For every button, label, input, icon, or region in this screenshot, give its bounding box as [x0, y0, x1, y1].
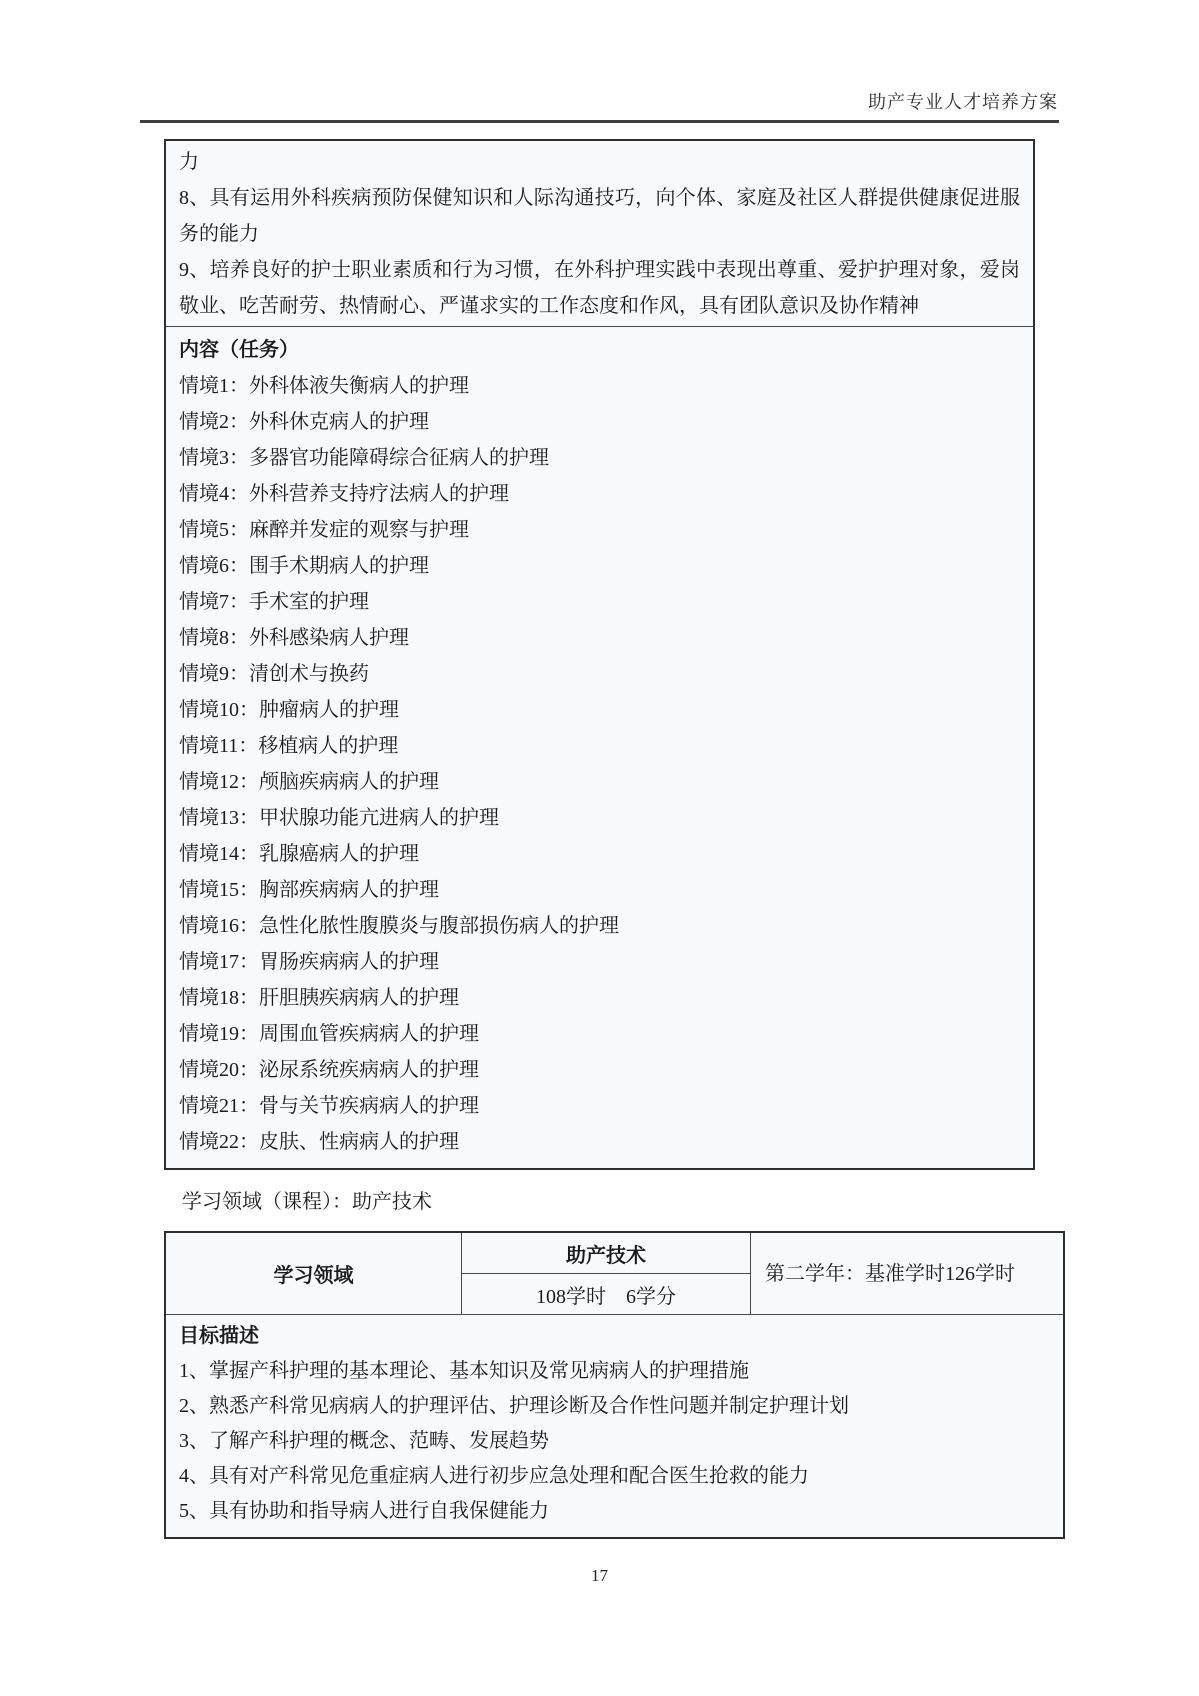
goal-item: 3、了解产科护理的概念、范畴、发展趋势 — [179, 1430, 549, 1452]
page-number: 17 — [591, 1566, 608, 1585]
course-section-label: 学习领域（课程）：助产技术 — [182, 1191, 432, 1213]
course-header-row — [165, 1232, 1064, 1274]
scenario-item: 情境19：周围血管疾病病人的护理 — [179, 1023, 479, 1045]
midwifery-course-table — [164, 1231, 1065, 1539]
scenario-item: 情境8：外科感染病人护理 — [179, 627, 409, 649]
goal-item: 4、具有对产科常见危重症病人进行初步应急处理和配合医生抢救的能力 — [179, 1465, 809, 1487]
scenario-item: 情境20：泌尿系统疾病病人的护理 — [179, 1059, 479, 1081]
goal-item: 1、掌握产科护理的基本理论、基本知识及常见病病人的护理措施 — [179, 1360, 749, 1382]
capability-line: 8、具有运用外科疾病预防保健知识和人际沟通技巧，向个体、家庭及社区人群提供健康促进服务的能力 — [179, 187, 1020, 245]
learning-domain-label-cell: 学习领域 — [165, 1232, 462, 1315]
scenario-item: 情境9：清创术与换药 — [179, 663, 369, 685]
capabilities-cell — [165, 140, 1034, 327]
scenario-item: 情境2：外科休克病人的护理 — [179, 411, 429, 433]
scenario-item: 情境12：颅脑疾病病人的护理 — [179, 771, 439, 793]
scenario-item: 情境15：胸部疾病病人的护理 — [179, 879, 439, 901]
scenario-item: 情境1：外科体液失衡病人的护理 — [179, 375, 469, 397]
scenario-item: 情境11：移植病人的护理 — [179, 735, 399, 757]
header-rule — [140, 120, 1059, 123]
capabilities-row — [165, 140, 1034, 327]
scenario-item: 情境4：外科营养支持疗法病人的护理 — [179, 483, 509, 505]
scenario-item: 情境6：围手术期病人的护理 — [179, 555, 429, 577]
content-tasks-cell — [165, 327, 1034, 1170]
scenario-item: 情境5：麻醉并发症的观察与护理 — [179, 519, 469, 541]
content-tasks-header: 内容（任务） — [179, 339, 299, 361]
scenario-item: 情境7：手术室的护理 — [179, 591, 369, 613]
goals-header: 目标描述 — [179, 1325, 259, 1347]
course-hours-cell: 108学时 6学分 — [462, 1274, 751, 1315]
scenario-item: 情境21：骨与关节疾病病人的护理 — [179, 1095, 479, 1117]
scenario-item: 情境18：肝胆胰疾病病人的护理 — [179, 987, 459, 1009]
scenario-item: 情境3：多器官功能障碍综合征病人的护理 — [179, 447, 549, 469]
scenario-item: 情境17：胃肠疾病病人的护理 — [179, 951, 439, 973]
scenario-item: 情境22：皮肤、性病病人的护理 — [179, 1131, 459, 1153]
course-schedule-cell: 第二学年：基准学时126学时 — [751, 1232, 1065, 1315]
scenario-item: 情境16：急性化脓性腹膜炎与腹部损伤病人的护理 — [179, 915, 619, 937]
scenario-item: 情境10：肿瘤病人的护理 — [179, 699, 399, 721]
content-tasks-row — [165, 327, 1034, 1170]
goal-item: 5、具有协助和指导病人进行自我保健能力 — [179, 1500, 549, 1522]
goal-item: 2、熟悉产科常见病病人的护理评估、护理诊断及合作性问题并制定护理计划 — [179, 1395, 849, 1417]
header-title: 助产专业人才培养方案 — [868, 92, 1058, 112]
course-name-cell: 助产技术 — [462, 1232, 751, 1274]
goals-row — [165, 1315, 1064, 1539]
goals-cell — [165, 1315, 1064, 1539]
surgical-nursing-course-table — [164, 139, 1035, 1170]
scenario-item: 情境13：甲状腺功能亢进病人的护理 — [179, 807, 499, 829]
capability-line: 力 — [179, 151, 199, 173]
scenario-item: 情境14：乳腺癌病人的护理 — [179, 843, 419, 865]
capability-line: 9、培养良好的护士职业素质和行为习惯，在外科护理实践中表现出尊重、爱护护理对象，爱岗敬业、吃苦耐劳、热情耐心、严谨求实的工作态度和作风，具有团队意识及协作精神 — [179, 259, 1020, 317]
